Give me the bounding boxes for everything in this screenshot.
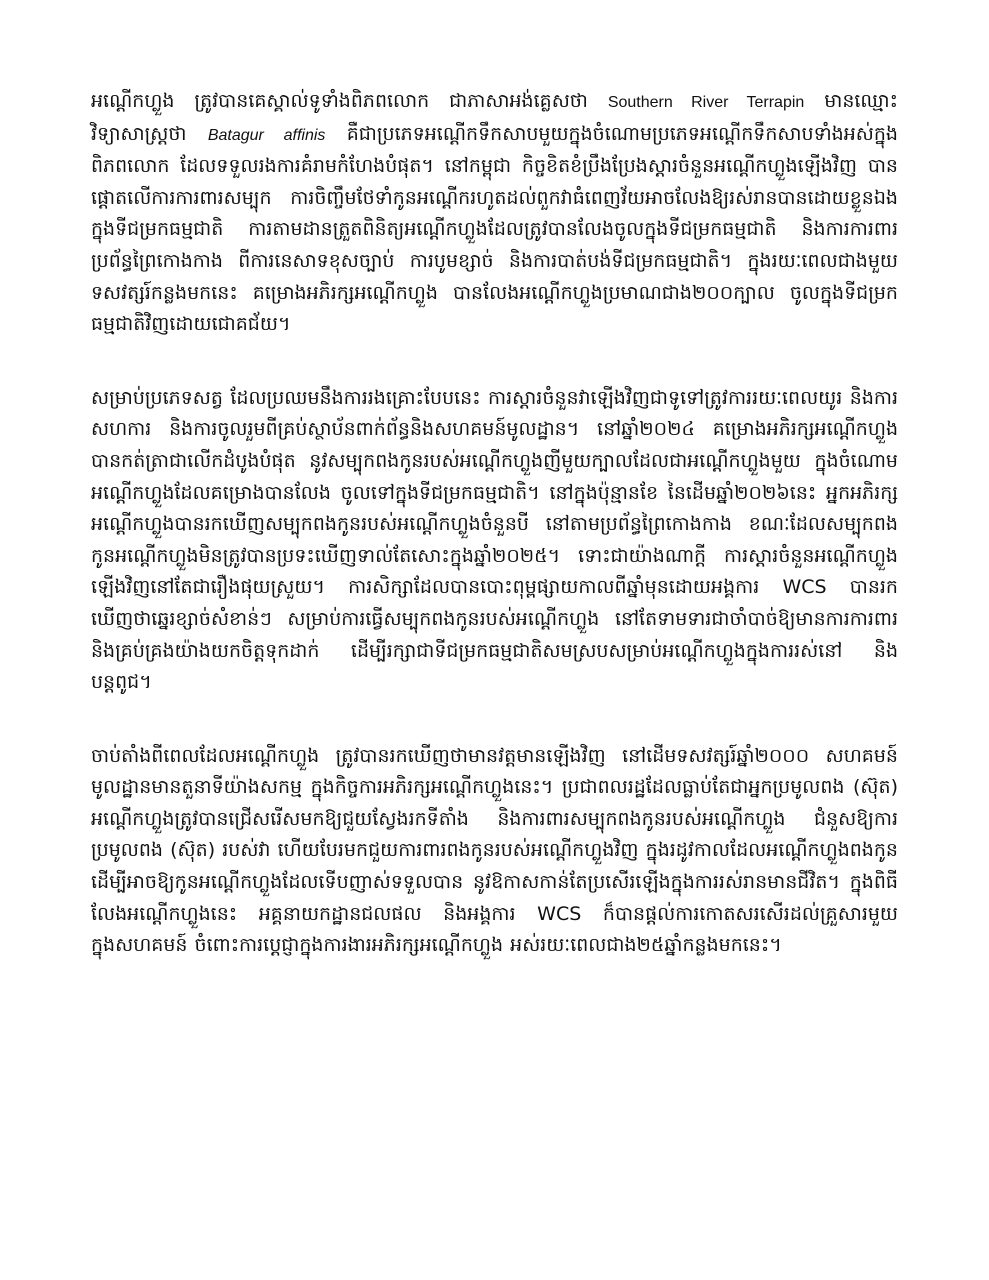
paragraph-1-text-c: គឺជាប្រភេទអណ្ដើកទឹកសាបមួយក្នុងចំណោមប្រភេទអណ្ដើកទឹកសាបទាំងអស់ក្នុងពិភពលោក ដែលទទួលរងការគំរាមកំហែងបំផុត។ នៅកម្ពុជា កិច្ចខិតខំប្រឹងប្រែងស្ដារចំនួនអណ្ដើកហ្លួងឡើងវិញ បានផ្ដោតលើការការពារសម្បុក ការចិញ្ចឹមថែទាំកូនអណ្ដើករហូតដល់ពួកវាធំពេញវ័យអាចលែងឱ្យរស់រានបានដោយខ្លួនឯង ក្នុងទីជម្រកធម្មជាតិ ការតាមដានត្រួតពិនិត្យអណ្ដើកហ្លួងដែលត្រូវបានលែងចូលក្នុងទីជម្រកធម្មជាតិ និងការការពារប្រព័ន្ធព្រៃកោងកាង ពីការនេសាទខុសច្បាប់ ការបូមខ្សាច់ និងការបាត់បង់ទីជម្រកធម្មជាតិ។ ក្នុងរយៈពេលជាងមួយទសវត្សរ៍កន្លងមកនេះ គម្រោងអភិរក្សអណ្ដើកហ្លួង បានលែងអណ្ដើកហ្លួងប្រមាណជាង២០០ក្បាល ចូលក្នុងទីជម្រកធម្មជាតិវិញដោយជោគជ័យ។: [91, 122, 898, 336]
paragraph-1: [91, 86, 898, 341]
paragraph-3: ចាប់តាំងពីពេលដែលអណ្ដើកហ្លួង ត្រូវបានរកឃើញថាមានវត្តមានឡើងវិញ នៅដើមទសវត្សរ៍ឆ្នាំ២០០០ សហគមន៍មូលដ្ឋានមានតួនាទីយ៉ាងសកម្ម ក្នុងកិច្ចការអភិរក្សអណ្ដើកហ្លួងនេះ។ ប្រជាពលរដ្ឋដែលធ្លាប់តែជាអ្នកប្រមូលពង (ស៊ុត) អណ្ដើកហ្លួងត្រូវបានជ្រើសរើសមកឱ្យជួយស្វែងរកទីតាំង និងការពារសម្បុកពងកូនរបស់អណ្ដើកហ្លួង ជំនួសឱ្យការប្រមូលពង (ស៊ុត) របស់វា ហើយបែរមកជួយការពារពងកូនរបស់អណ្ដើកហ្លួងវិញ ក្នុងរដូវកាលដែលអណ្ដើកហ្លួងពងកូន ដើម្បីអាចឱ្យកូនអណ្ដើកហ្លួងដែលទើបញាស់ទទួលបាន នូវឱកាសកាន់តែប្រសើរឡើងក្នុងការរស់រានមានជីវិត។ ក្នុងពិធីលែងអណ្ដើកហ្លួងនេះ អគ្គនាយកដ្ឋានជលផល និងអង្គការ WCS ក៏បានផ្ដល់ការកោតសរសើរដល់គ្រួសារមួយក្នុងសហគមន៍ ចំពោះការប្ដេជ្ញាក្នុងការងារអភិរក្សអណ្ដើកហ្លួង អស់រយៈពេលជាង២៥ឆ្នាំកន្លងមកនេះ។: [91, 744, 898, 957]
english-species-name: Southern River Terrapin: [607, 94, 805, 111]
paragraph-2: សម្រាប់ប្រភេទសត្វ ដែលប្រឈមនឹងការរងគ្រោះបែបនេះ ការស្ដារចំនួនវាឡើងវិញជាទូទៅត្រូវការរយៈពេលយូរ និងការសហការ និងការចូលរួមពីគ្រប់ស្ថាប័នពាក់ព័ន្ធនិងសហគមន៍មូលដ្ឋាន។ នៅឆ្នាំ២០២៤ គម្រោងអភិរក្សអណ្ដើកហ្លួងបានកត់ត្រាជាលើកដំបូងបំផុត នូវសម្បុកពងកូនរបស់អណ្ដើកហ្លួងញីមួយក្បាលដែលជាអណ្ដើកហ្លួងមួយ ក្នុងចំណោមអណ្ដើកហ្លួងដែលគម្រោងបានលែង ចូលទៅក្នុងទីជម្រកធម្មជាតិ។ នៅក្នុងប៉ុន្មានខែ នៃដើមឆ្នាំ២០២៦នេះ អ្នកអភិរក្សអណ្ដើកហ្លួងបានរកឃើញសម្បុកពងកូនរបស់អណ្ដើកហ្លួងចំនួនបី នៅតាមប្រព័ន្ធព្រៃកោងកាង ខណៈដែលសម្បុកពងកូនអណ្ដើកហ្លួងមិនត្រូវបានប្រទះឃើញទាល់តែសោះក្នុងឆ្នាំ២០២៥។ ទោះជាយ៉ាងណាក្ដី ការស្ដារចំនួនអណ្ដើកហ្លួងឡើងវិញនៅតែជារឿងផុយស្រួយ។ ការសិក្សាដែលបានបោះពុម្ពផ្សាយកាលពីឆ្នាំមុនដោយអង្គការ WCS បានរកឃើញថាឆ្នេរខ្សាច់សំខាន់ៗ សម្រាប់ការធ្វើសម្បុកពងកូនរបស់អណ្ដើកហ្លួង នៅតែទាមទារជាចាំបាច់ឱ្យមានការការពារ និងគ្រប់គ្រងយ៉ាងយកចិត្តទុកដាក់ ដើម្បីរក្សាជាទីជម្រកធម្មជាតិសមស្របសម្រាប់អណ្ដើកហ្លួងក្នុងការរស់នៅ និងបន្តពូជ។: [91, 386, 898, 694]
scientific-species-name: Batagur affinis: [207, 126, 326, 144]
paragraph-1-text-b: មានឈ្មោះវិទ្យាសាស្ត្រថា: [91, 90, 899, 145]
paragraph-1-text-a: អណ្ដើកហ្លួង ត្រូវបានគេស្គាល់ទូទាំងពិភពលោក ជាភាសាអង់គ្លេសថា: [91, 90, 608, 112]
document-body: [91, 86, 898, 1004]
